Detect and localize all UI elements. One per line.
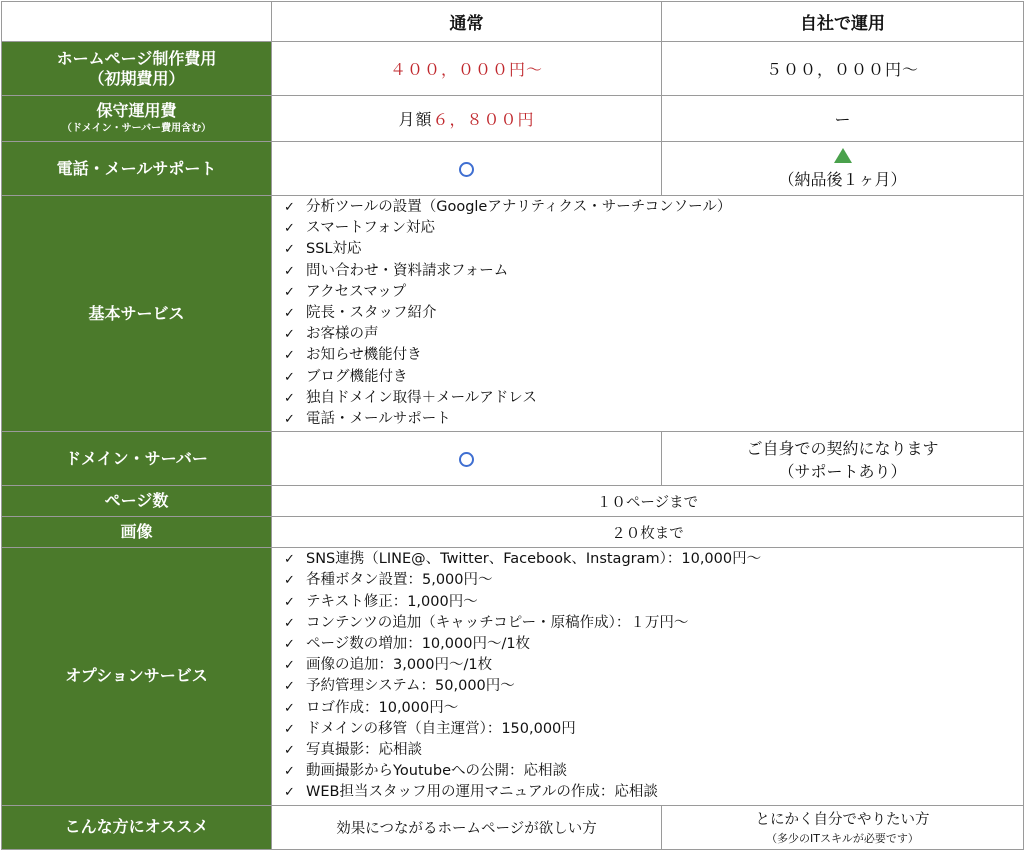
option-services-list: [272, 548, 1023, 804]
check-icon: ✓: [284, 573, 295, 589]
domain-self-line2: （サポートあり）: [778, 461, 907, 481]
row-label-option-services: オプションサービス: [2, 548, 272, 805]
check-icon: ✓: [284, 200, 295, 215]
triangle-icon: [834, 148, 852, 163]
row-label-domain-server: ドメイン・サーバー: [2, 432, 272, 486]
list-item: [284, 719, 1023, 740]
list-item-text: WEB担当スタッフ用の運用マニュアルの作成：応相談: [306, 784, 658, 801]
check-icon: ✓: [284, 369, 295, 385]
header-row: [2, 2, 1024, 42]
list-item-text: ドメインの移管（自主運営）：150,000円: [306, 720, 576, 737]
domain-self-line1: ご自身での契約になります: [746, 438, 939, 458]
recommend-self-line2: （多少のITスキルが必要です）: [766, 832, 919, 846]
recommend-normal: 効果につながるホームページが欲しい方: [272, 805, 662, 849]
list-item: [284, 570, 1023, 591]
support-self-note: （納品後１ヶ月）: [778, 169, 907, 189]
column-header-normal: 通常: [272, 2, 662, 42]
list-item: [284, 613, 1023, 634]
initial-cost-self: ５００，０００円～: [662, 42, 1024, 96]
maintenance-self: ー: [662, 96, 1024, 142]
pages-value: １０ページまで: [272, 486, 1024, 517]
list-item: [284, 549, 1023, 570]
list-item: [284, 782, 1023, 803]
list-item-text: 動画撮影からYoutubeへの公開：応相談: [306, 763, 567, 780]
check-icon: ✓: [284, 221, 295, 237]
list-item: [284, 239, 1023, 260]
row-label-support: 電話・メールサポート: [2, 142, 272, 196]
check-icon: ✓: [284, 700, 295, 716]
check-icon: ✓: [284, 390, 295, 406]
circle-icon: [459, 162, 474, 177]
circle-icon: [459, 452, 474, 467]
list-item-text: 分析ツールの設置（Googleアナリティクス・サーチコンソール）: [306, 199, 732, 215]
check-icon: ✓: [284, 242, 295, 258]
column-header-self: 自社で運用: [662, 2, 1024, 42]
check-icon: ✓: [284, 637, 295, 653]
list-item-text: ロゴ作成：10,000円～: [306, 699, 459, 716]
row-sublabel-text: （ドメイン・サーバー費用含む）: [61, 123, 212, 135]
check-icon: ✓: [284, 306, 295, 322]
list-item-text: SNS連携（LINE@、Twitter、Facebook、Instagram）：10,000円～: [306, 551, 762, 568]
row-support: [2, 142, 1024, 196]
maintenance-prefix: 月額: [398, 110, 433, 129]
list-item-text: お客様の声: [306, 326, 379, 343]
list-item-text: 予約管理システム：50,000円～: [306, 678, 515, 695]
list-item-text: スマートフォン対応: [306, 220, 436, 237]
check-icon: ✓: [284, 721, 295, 737]
row-label-text: 保守運用費: [96, 101, 177, 121]
list-item-text: お知らせ機能付き: [306, 347, 422, 364]
list-item-text: コンテンツの追加（キャッチコピー・原稿作成）：１万円～: [306, 614, 689, 631]
row-initial-cost: [2, 42, 1024, 96]
list-item: [284, 655, 1023, 676]
list-item-text: 院長・スタッフ紹介: [306, 305, 437, 322]
row-label-pages: ページ数: [2, 486, 272, 517]
list-item: [284, 761, 1023, 782]
row-label-text: ホームページ制作費用: [56, 48, 217, 68]
row-label-basic-services: 基本サービス: [2, 196, 272, 432]
list-item: [284, 345, 1023, 366]
initial-cost-normal: ４００，０００円～: [272, 42, 662, 96]
list-item-text: ページ数の増加：10,000円～/1枚: [306, 636, 531, 653]
list-item: [284, 634, 1023, 655]
row-images: [2, 517, 1024, 548]
list-item-text: 独自ドメイン取得＋メールアドレス: [306, 389, 537, 406]
check-icon: ✓: [284, 785, 295, 801]
check-icon: ✓: [284, 743, 295, 759]
check-icon: ✓: [284, 594, 295, 610]
check-icon: ✓: [284, 679, 295, 695]
check-icon: ✓: [284, 615, 295, 631]
images-value: ２０枚まで: [272, 517, 1024, 548]
support-self: [662, 142, 1024, 196]
check-icon: ✓: [284, 412, 295, 428]
maintenance-amount: ６，８００円: [432, 110, 535, 129]
row-option-services: [2, 548, 1024, 805]
recommend-self-line1: とにかく自分でやりたい方: [755, 812, 930, 829]
domain-normal: [272, 432, 662, 486]
row-label-maintenance: [2, 96, 272, 142]
check-icon: ✓: [284, 263, 295, 279]
list-item: [284, 261, 1023, 282]
domain-self: [662, 432, 1024, 486]
check-icon: ✓: [284, 348, 295, 364]
check-icon: ✓: [284, 658, 295, 674]
list-item: [284, 676, 1023, 697]
list-item-text: アクセスマップ: [306, 283, 407, 300]
list-item-text: テキスト修正：1,000円～: [306, 593, 478, 610]
list-item-text: 電話・メールサポート: [306, 411, 451, 428]
row-maintenance: [2, 96, 1024, 142]
list-item: [284, 388, 1023, 409]
option-services-list-cell: [272, 548, 1024, 805]
list-item: [284, 409, 1023, 430]
list-item: [284, 698, 1023, 719]
row-label-recommend: こんな方にオススメ: [2, 805, 272, 849]
list-item-text: 画像の追加：3,000円～/1枚: [306, 657, 493, 674]
list-item-text: 問い合わせ・資料請求フォーム: [306, 262, 509, 279]
row-pages: [2, 486, 1024, 517]
list-item: [284, 324, 1023, 345]
list-item: [284, 592, 1023, 613]
list-item: [284, 282, 1023, 303]
row-sublabel-text: （初期費用）: [88, 68, 185, 88]
list-item: [284, 367, 1023, 388]
list-item-text: ブログ機能付き: [306, 368, 408, 385]
check-icon: ✓: [284, 327, 295, 343]
list-item: [284, 197, 1023, 218]
list-item: [284, 740, 1023, 761]
check-icon: ✓: [284, 284, 295, 300]
row-domain-server: [2, 432, 1024, 486]
row-basic-services: [2, 196, 1024, 432]
pricing-table: [1, 1, 1024, 850]
basic-services-list-cell: [272, 196, 1024, 432]
corner-cell: [2, 2, 272, 42]
support-normal: [272, 142, 662, 196]
list-item-text: SSL対応: [306, 241, 362, 258]
check-icon: ✓: [284, 764, 295, 780]
list-item: [284, 218, 1023, 239]
list-item-text: 写真撮影：応相談: [306, 742, 422, 759]
list-item: [284, 303, 1023, 324]
list-item-text: 各種ボタン設置：5,000円～: [306, 572, 493, 589]
row-label-images: 画像: [2, 517, 272, 548]
basic-services-list: [272, 196, 1023, 431]
maintenance-normal: [272, 96, 662, 142]
row-recommend: [2, 805, 1024, 849]
row-label-initial-cost: [2, 42, 272, 96]
recommend-self: [662, 805, 1024, 849]
check-icon: ✓: [284, 552, 295, 568]
